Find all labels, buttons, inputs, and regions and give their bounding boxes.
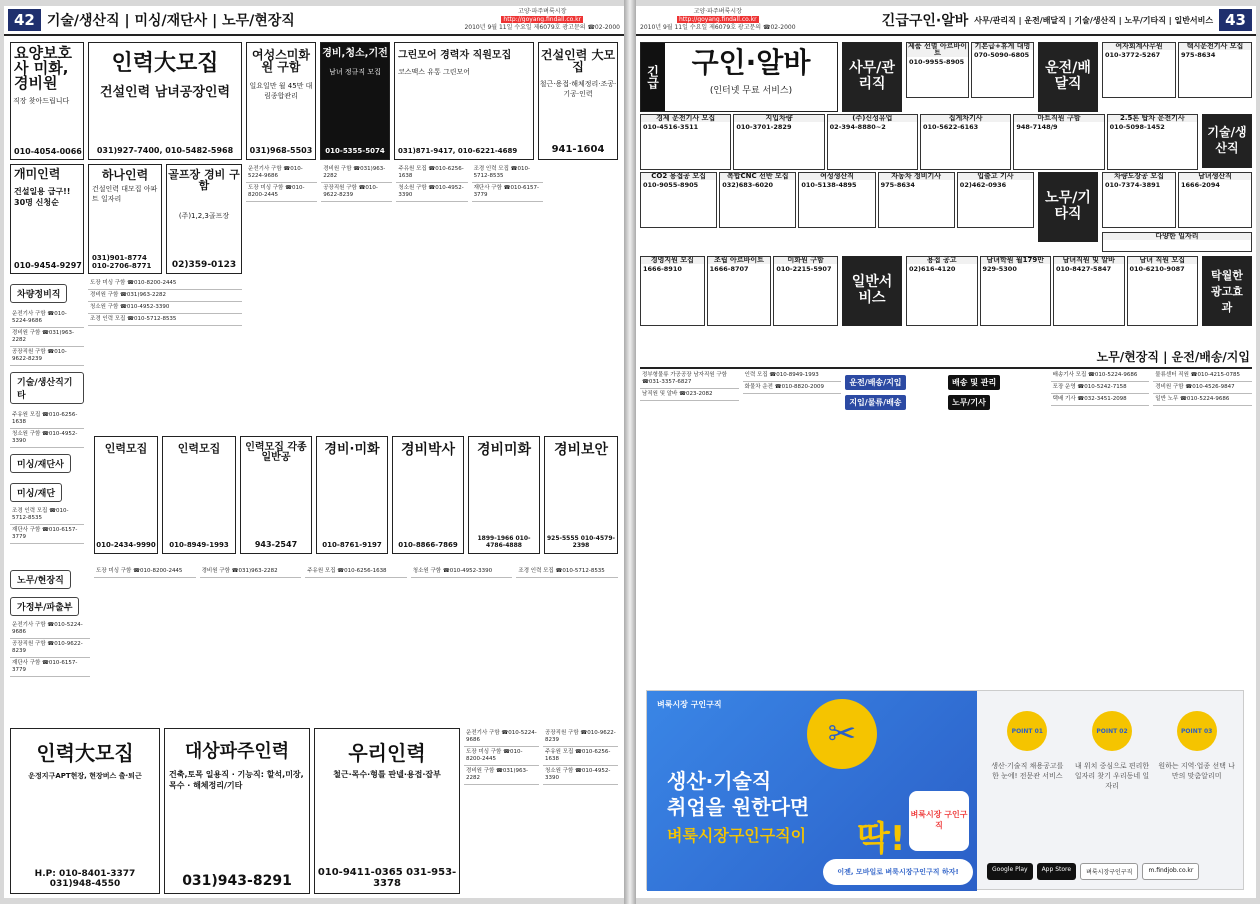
classified-item: 화물차 운전 ☎010-8820-2009 [743, 382, 842, 394]
classified-columns-2 [94, 566, 618, 578]
section-tag: 기술/생산직기타 [10, 372, 84, 404]
classified-item: 정부형물류 가공공장 남자직원 구함 ☎031-3357-6827 [640, 370, 739, 389]
job-box[interactable]: 입출고 기사 02)462-0936 [957, 172, 1034, 228]
promo-logo: 벼룩시장 구인구직 [657, 700, 722, 709]
promo-headline: 벼룩시장구인구직이 [667, 826, 807, 845]
ad-phone: 925-5555 010-4579-2398 [546, 535, 615, 549]
box-row-2 [640, 172, 1034, 228]
section-tag: 운전/배송/지입 [845, 375, 905, 390]
classified-item: 공장직원 구함 ☎010-9622-8239 [321, 183, 392, 202]
ad-title: 인력모집 각종일반공 [245, 442, 307, 463]
ad-sub: 철근·용접·해체정리·조공·기공·인력 [539, 80, 617, 98]
promo-headline: 딱! [857, 819, 906, 859]
classified-item: 도장 미싱 구함 ☎010-8200-2445 [246, 183, 317, 202]
job-box[interactable]: CO2 용접공 모집 010-9055-8905 [640, 172, 717, 228]
ad-title: 건설인력 大모집 [540, 48, 616, 74]
category-technical[interactable]: 기술/생산직 [1202, 114, 1252, 168]
ad-title: 그린모어 경력자 직원모집 [398, 50, 512, 61]
promo-point: POINT 03 원하는 지역·업종 선택 나만의 맞춤알리미 [1156, 711, 1237, 791]
ad-phone: 010-4054-0066 [14, 147, 82, 156]
header-meta: 고양·파주벼룩시장 http://goyang.findall.co.kr 2010년 9월 11일 수요일 제6079호 광고문의 ☎02-2000 [640, 8, 796, 31]
ad-title: 개미인력 [14, 167, 61, 181]
right-header [636, 6, 1256, 36]
app-name-badge[interactable]: 벼룩시장구인구직 [1080, 863, 1138, 880]
ad-mid-1 [94, 436, 158, 554]
section-header: 노무/현장직 | 운전/배송/지입 [640, 346, 1252, 369]
ad-title: 하나인력 [101, 168, 149, 182]
ad-sub: 철근·목수·형틀 판넬·용접·잡부 [333, 770, 441, 779]
left-header [4, 6, 624, 36]
classified-item: 조경 인력 모집 ☎010-5712-8535 [472, 164, 543, 183]
classified-item: 일반 노무 ☎010-5224-9686 [1153, 394, 1252, 406]
ad-sub: 건설일용 급구!! 30명 신청순 [14, 187, 71, 207]
classified-item: 조경 인력 모집 ☎010-5712-8535 [88, 314, 242, 326]
job-box[interactable]: 조립 아르바이트 1666-8707 [707, 256, 772, 326]
ad-title: 경비미화 [476, 442, 532, 458]
classified-item: 포장 운영 ☎010-5242-7158 [1051, 382, 1150, 394]
box-row-1 [640, 114, 1198, 170]
job-box[interactable]: 남녀직원 및 알바 010-8427-5847 [1053, 256, 1125, 326]
ad-title: 여성스미화원 구함 [252, 48, 310, 74]
ad-title: 우리인력 [348, 741, 426, 765]
job-box[interactable]: 2.5톤 탑차 운전기사 010-5098-1452 [1107, 114, 1198, 170]
ad-phone: 010-8761-9197 [322, 541, 382, 549]
phone-app-icon: 벼룩시장 구인구직 [909, 791, 969, 851]
tools-icon: ✂ [807, 699, 877, 769]
promo-point: POINT 02 내 위치 중심으로 편리한 일자리 찾기 우리동네 일자리 [1072, 711, 1153, 791]
job-box[interactable]: 남녀생산직 1666-2094 [1178, 172, 1252, 228]
ad-phone: 031)968-5503 [249, 146, 313, 155]
ad-mid-7 [544, 436, 618, 554]
right-classified-columns [640, 370, 1252, 678]
classified-item: 택배 기사 ☎032-3451-2098 [1051, 394, 1150, 406]
classified-item: 경비원 구함 ☎031)963-2282 [200, 566, 302, 578]
classified-columns [246, 164, 618, 432]
category-driving[interactable]: 운전/배달직 [1038, 42, 1098, 112]
section-tag: 미싱/재단 [10, 483, 62, 502]
job-box[interactable]: 마트직원 구함 948-7148/9 [1013, 114, 1104, 170]
ad-phone: 010-9454-9297 [14, 261, 82, 270]
classified-item: 주유원 모집 ☎010-6256-1638 [10, 410, 84, 429]
ad-sub: 직장 찾아드립니다 [13, 97, 70, 105]
section-tag: 차량정비직 [10, 284, 67, 303]
section-tag: 가정부/파출부 [10, 597, 79, 616]
ad-gaemi [10, 164, 84, 274]
classified-item: 청소원 구함 ☎010-4952-3390 [88, 302, 242, 314]
ad-title: 골프장 경비 구함 [168, 168, 240, 192]
section-tag: 노무/기사 [948, 395, 990, 410]
ad-title: 요양보호사 미화,경비원 [14, 44, 72, 92]
book-spine [624, 0, 636, 904]
classified-item: 청소원 구함 ☎010-4952-3390 [396, 183, 467, 202]
ad-title: 경비보안 [553, 442, 609, 458]
job-box[interactable]: 택시운전기사 모집 975-8634 [1178, 42, 1252, 98]
mobile-url[interactable]: m.findjob.co.kr [1142, 863, 1199, 880]
classified-item: 청소원 구함 ☎010-4952-3390 [10, 429, 84, 448]
promo-headline: 생산·기술직 [667, 769, 772, 793]
ad-mid-5 [392, 436, 464, 554]
ad-bottom-3 [314, 728, 460, 894]
ad-construction [538, 42, 618, 160]
ad-title: 경비·미화 [324, 442, 380, 457]
ad-phone: 1899-1966 010-4786-4888 [477, 535, 531, 549]
classified-item: 재단사 구함 ☎010-6157-3779 [472, 183, 543, 202]
classified-item: 운전기사 구함 ☎010-5224-9686 [10, 620, 90, 639]
ad-phone: 941-1604 [551, 144, 605, 155]
ad-title: 인력大모집 [36, 741, 134, 765]
job-box[interactable]: 자동차 정비기사 975-8634 [878, 172, 955, 228]
left-page [4, 6, 624, 898]
ad-phone: H.P: 010-8401-3377 031)948-4550 [34, 869, 136, 889]
ad-greenmore [394, 42, 534, 160]
classified-columns-3 [464, 728, 618, 785]
box-col-a [906, 42, 1034, 98]
page-subtitle: 사무/관리직 | 운전/배달직 | 기술/생산직 | 노무/기타직 | 일반서비스 [974, 15, 1214, 25]
section-tag: 미싱/재단사 [10, 454, 71, 473]
classified-item: 주유원 모집 ☎010-6256-1638 [543, 747, 618, 766]
classified-item: 주유원 모집 ☎010-6256-1638 [305, 566, 407, 578]
ad-sub: 건설인력 대모집 아파트 일자리 [92, 185, 158, 203]
box-col-b [1102, 42, 1252, 98]
banner [640, 42, 838, 112]
ad-sub: 건설인력 남녀공장인력 [99, 85, 231, 100]
ad-phone: 02)359-0123 [171, 260, 237, 270]
classified-item: 도장 미싱 구함 ☎010-8200-2445 [464, 747, 539, 766]
page-number: 42 [8, 9, 41, 31]
job-box[interactable]: 남녀 직원 모집 010-6210-9087 [1127, 256, 1199, 326]
ad-phone: 010-8949-1993 [169, 541, 229, 549]
ad-title: 경비박사 [400, 442, 456, 458]
promo-banner [646, 690, 1244, 890]
banner-title: 구인·알바 [691, 46, 811, 79]
classified-item: 경비원 구함 ☎031)963-2282 [464, 766, 539, 785]
section-tag: 지입/물류/배송 [845, 395, 905, 410]
promo-headline: 취업을 원한다면 [667, 795, 810, 819]
ad-sub: 운정지구APT현장, 현장버스 출·퇴근 [28, 772, 142, 780]
classified-item: 도장 미싱 구함 ☎010-8200-2445 [94, 566, 196, 578]
ad-phone: 031)901-8774 010-2706-8771 [92, 254, 152, 270]
classified-item: 조경 인력 모집 ☎010-5712-8535 [516, 566, 618, 578]
job-box[interactable]: 경제 운전기사 모집 010-4516-3511 [640, 114, 731, 170]
classified-item: 공장직원 구함 ☎010-9622-8239 [10, 347, 84, 366]
promo-points [987, 711, 1237, 791]
banner-subtitle: (인터넷 무료 서비스) [709, 86, 793, 96]
job-box[interactable]: 다양한 일자리 [1102, 232, 1252, 252]
job-box[interactable]: 남녀학원 월179만 929-5300 [980, 256, 1052, 326]
section-column-3 [10, 566, 90, 677]
category-office[interactable]: 사무/관리직 [842, 42, 902, 112]
box-col-d [1102, 232, 1252, 252]
job-box[interactable]: 제품 선별 아르바이트 010-9955-8905 [906, 42, 969, 98]
ad-phone: 031)871-9417, 010-6221-4689 [398, 147, 518, 155]
ad-bottom-1 [10, 728, 160, 894]
header-meta: 고양·파주벼룩시장 http://goyang.findall.co.kr 2010년 9월 11일 수요일 제6079호 광고문의 ☎02-2000 [464, 8, 620, 31]
ad-sub: 남녀 정규직 모집 [329, 68, 381, 76]
promo-bubble: 이젠, 모바일로 벼룩시장구인구직 하자! [823, 859, 973, 885]
classified-item: 재단사 구함 ☎010-6157-3779 [10, 525, 84, 544]
ad-mid-3 [240, 436, 312, 554]
ad-title: 대상파주인력 [184, 741, 290, 762]
section-column-2 [88, 278, 242, 326]
ad-bottom-2 [164, 728, 310, 894]
ad-care [10, 42, 84, 160]
classified-item: 청소원 구함 ☎010-4952-3390 [543, 766, 618, 785]
classified-item: 경비원 구함 ☎031)963-2282 [321, 164, 392, 183]
ad-title: 인력모집 [104, 442, 148, 455]
classified-item: 운전기사 구함 ☎010-5224-9686 [246, 164, 317, 183]
box-row-4 [906, 256, 1198, 326]
ad-mid-2 [162, 436, 236, 554]
ad-golf [166, 164, 242, 274]
job-box[interactable]: 차량도장공 모집 010-7374-3891 [1102, 172, 1176, 228]
banner-tag: 긴급 [641, 43, 665, 111]
promo-point: POINT 01 생산·기술직 채용공고를 한 눈에! 전문관 서비스 [987, 711, 1068, 791]
classified-item: 경비원 구함 ☎031)963-2282 [88, 290, 242, 302]
ad-cleaner [246, 42, 316, 160]
job-box[interactable]: 여성생산직 010-5138-4895 [798, 172, 875, 228]
ad-mid-4 [316, 436, 388, 554]
header-url[interactable]: http://goyang.findall.co.kr [503, 16, 582, 23]
category-service[interactable]: 일반서비스 [842, 256, 902, 326]
classified-item: 조경 인력 모집 ☎010-5712-8535 [10, 506, 84, 525]
classified-item: 공장직원 구함 ☎010-9622-8239 [10, 639, 90, 658]
classified-item: 인력 모집 ☎010-8949-1993 [743, 370, 842, 382]
ad-sub: 코스맥스 유통 그린모어 [398, 68, 471, 76]
google-play-badge[interactable]: Google Play [987, 863, 1033, 880]
job-box[interactable]: 용접 공고 02)616-4120 [906, 256, 978, 326]
box-col-c [1102, 172, 1252, 228]
ad-phone: 010-8866-7869 [398, 541, 458, 549]
classified-item: 물류센터 직원 ☎010-4215-0785 [1153, 370, 1252, 382]
ad-sub: (주)1,2,3골프장 [178, 212, 230, 220]
ad-mid-6 [468, 436, 540, 554]
classified-item: 주유원 모집 ☎010-6256-1638 [396, 164, 467, 183]
job-box[interactable]: 집게차기사 010-5622-6163 [920, 114, 1011, 170]
ad-effect-badge: 탁월한 광고효과 [1202, 256, 1252, 326]
job-box[interactable]: 기본급+휴게 대명 070-5090-6805 [971, 42, 1034, 98]
classified-item: 운전기사 구함 ☎010-5224-9686 [464, 728, 539, 747]
box-row-3 [640, 256, 838, 326]
classified-item: 남직원 및 알바 ☎023-2082 [640, 389, 739, 401]
classified-item: 경비원 구함 ☎010-4526-9847 [1153, 382, 1252, 394]
job-box[interactable]: 지입차량 010-3701-2829 [733, 114, 824, 170]
job-box[interactable]: 여자회계사무원 010-3772-5267 [1102, 42, 1176, 98]
ad-inryeok [88, 42, 242, 160]
page-title: 긴급구인·알바 [881, 13, 969, 29]
classified-item: 재단사 구함 ☎010-6157-3779 [10, 658, 90, 677]
classified-item: 청소원 구함 ☎010-4952-3390 [411, 566, 513, 578]
right-page [636, 6, 1256, 898]
ad-title: 경비,청소,기전 [322, 48, 388, 59]
ad-hana [88, 164, 162, 274]
ad-phone: 010-9411-0365 031-953-3378 [317, 867, 457, 889]
job-box[interactable]: 미화원 구함 010-2215-5907 [773, 256, 838, 326]
app-store-badge[interactable]: App Store [1037, 863, 1077, 880]
ad-phone: 010-2434-9990 [96, 541, 156, 549]
app-badges [987, 863, 1237, 880]
ad-phone: 031)943-8291 [182, 873, 292, 889]
classified-item: 경비원 구함 ☎031)963-2282 [10, 328, 84, 347]
ad-title: 인력모집 [177, 442, 221, 455]
job-box[interactable]: 경영지원 모집 1666-8910 [640, 256, 705, 326]
category-labor[interactable]: 노무/기타직 [1038, 172, 1098, 242]
ad-phone: 031)927-7400, 010-5482-5968 [96, 146, 234, 155]
ad-sub: 일요일만 월 45만 대림종합관리 [249, 82, 313, 100]
section-tag: 배송 및 관리 [948, 375, 1000, 390]
section-tag: 노무/현장직 [10, 570, 71, 589]
job-box[interactable]: (주)신성유업 02-394-8880~2 [827, 114, 918, 170]
classified-item: 도장 미싱 구함 ☎010-8200-2445 [88, 278, 242, 290]
classified-item: 공장직원 구함 ☎010-9622-8239 [543, 728, 618, 747]
ad-phone: 943-2547 [254, 540, 298, 549]
header-url[interactable]: http://goyang.findall.co.kr [678, 16, 757, 23]
page-number: 43 [1219, 9, 1252, 31]
section-column-1 [10, 278, 84, 544]
classified-item: 운전기사 구함 ☎010-5224-9686 [10, 309, 84, 328]
ad-sub: 건축,토목 일용직 · 기능직: 할석,미장,목수 · 해체정리/기타 [169, 770, 304, 790]
ad-phone: 010-5355-5074 [325, 147, 385, 155]
job-box[interactable]: 복합CNC 선반 모집 032)683-6020 [719, 172, 796, 228]
page-title: 기술/생산직 | 미싱/재단사 | 노무/현장직 [46, 13, 295, 29]
ad-title: 인력大모집 [111, 51, 219, 76]
classified-item: 배송기사 모집 ☎010-5224-9686 [1051, 370, 1150, 382]
ad-security [320, 42, 390, 160]
